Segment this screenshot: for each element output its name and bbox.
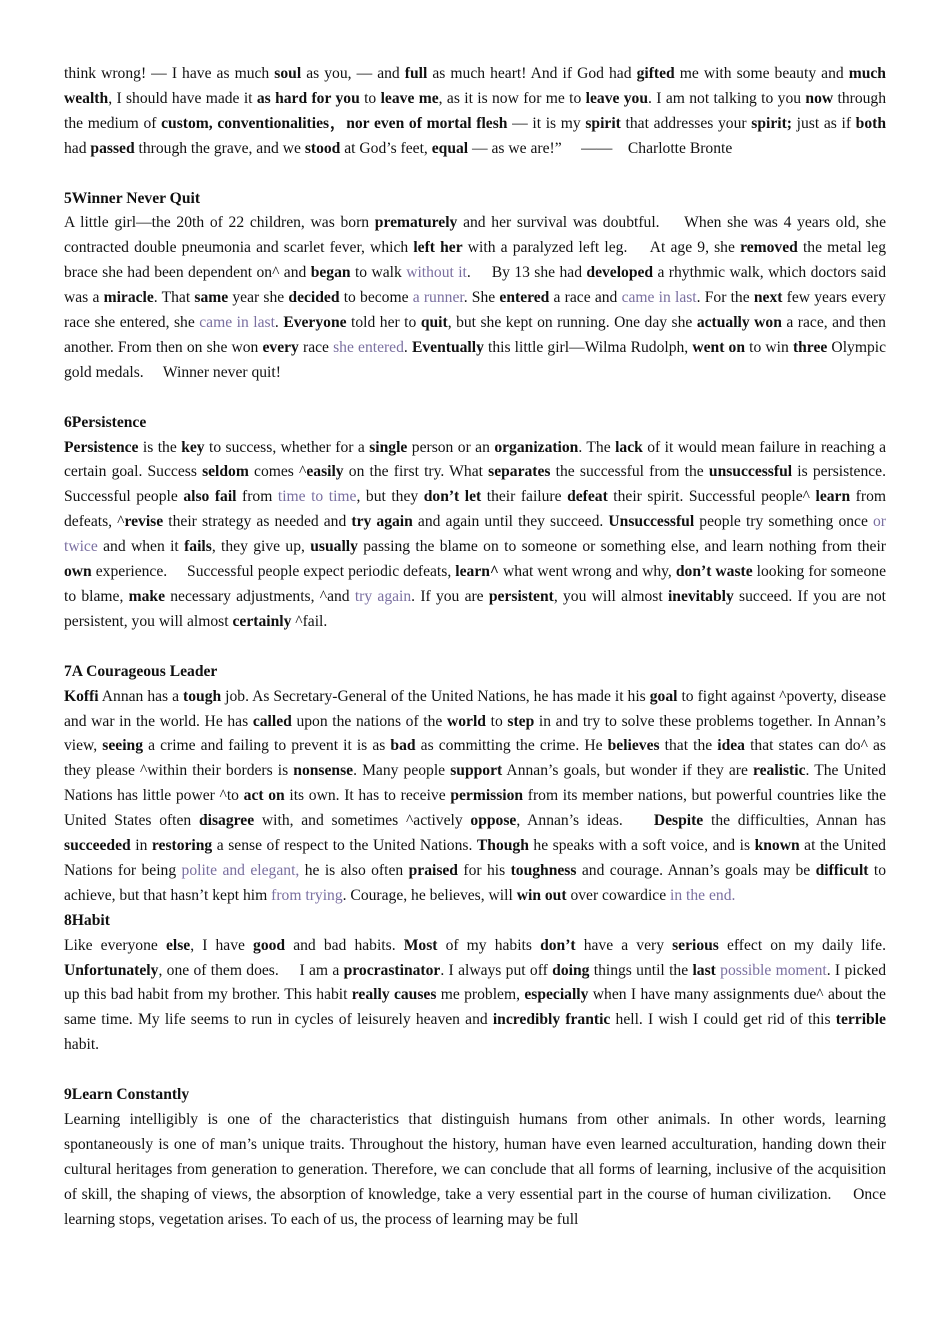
text-run: a rhythmic walk, which doctors said was a bbox=[64, 264, 886, 307]
bold-term: as hard for you bbox=[256, 89, 360, 107]
bold-term: Though bbox=[476, 837, 529, 855]
bold-term: three bbox=[792, 338, 828, 356]
text-run: had bbox=[64, 139, 91, 157]
text-run: race bbox=[298, 338, 334, 356]
text-run: as you, — and bbox=[301, 65, 405, 82]
bold-term: step bbox=[507, 712, 535, 730]
bold-term: learn bbox=[815, 488, 851, 506]
text-run: that states can do^ as they please ^within their borders is bbox=[64, 737, 886, 780]
text-run: over cowardice bbox=[566, 886, 671, 904]
document-page bbox=[64, 62, 886, 1233]
bold-term: restoring bbox=[151, 837, 213, 855]
text-run: that addresses your bbox=[620, 114, 752, 132]
text-run: . I picked up this bad habit from my brother. This habit bbox=[64, 961, 887, 1004]
section-gap bbox=[64, 635, 886, 660]
text-run: a crime and failing to prevent it is as bbox=[143, 737, 391, 755]
bold-term: much wealth bbox=[64, 65, 886, 107]
text-run: , you will almost bbox=[553, 588, 668, 605]
bold-term: both bbox=[855, 114, 887, 132]
text-run: in and try to solve these problems together. In Annan’s view, bbox=[64, 712, 887, 755]
bold-term: praised bbox=[408, 861, 458, 879]
bold-term: separates bbox=[488, 463, 551, 481]
bold-term: prematurely bbox=[374, 214, 458, 232]
text-run: . The United Nations has little power ^to bbox=[64, 762, 886, 805]
text-run: — it is my bbox=[507, 114, 586, 132]
bold-term: learn^ bbox=[455, 563, 499, 581]
text-run: , as it is now for me to bbox=[438, 89, 586, 107]
text-run: , one of them does. I am a bbox=[158, 961, 344, 979]
text-run: . If you are bbox=[411, 588, 489, 605]
text-run: at the United Nations for being bbox=[64, 837, 886, 879]
text-run: and her survival was doubtful. When she was 4 years old, she contracted double pneumonia and scarlet fever, which bbox=[64, 214, 886, 257]
bold-term: toughness bbox=[510, 861, 577, 879]
text-run: for his bbox=[457, 861, 511, 879]
bold-term: stood bbox=[304, 139, 341, 157]
text-run: me with some beauty and bbox=[674, 65, 849, 82]
text-run: through the medium of bbox=[64, 89, 887, 132]
text-run: to win bbox=[745, 338, 793, 356]
text-run: Annan’s goals, but wonder if they are bbox=[502, 762, 753, 780]
bold-term: serious bbox=[672, 936, 719, 954]
bold-term: Most bbox=[403, 936, 438, 954]
bold-term: Everyone bbox=[283, 314, 347, 332]
section-heading: 8Habit bbox=[64, 911, 110, 929]
bold-term: seeing bbox=[102, 737, 143, 755]
text-run: . Many people bbox=[353, 762, 451, 780]
text-run: passing the blame on to someone or something else, and learn nothing from their bbox=[357, 538, 886, 556]
section-paragraph bbox=[64, 685, 886, 909]
bold-term: Despite bbox=[653, 812, 704, 830]
bold-term: last bbox=[692, 961, 716, 979]
text-run: , but they bbox=[356, 488, 424, 506]
text-run: , I should have made it bbox=[108, 89, 257, 107]
bold-term: don’t let bbox=[423, 488, 482, 506]
text-run: with a paralyzed left leg. At age 9, she bbox=[462, 239, 741, 257]
highlighted-phrase: polite and elegant, bbox=[181, 861, 300, 879]
text-run: job. As Secretary-General of the United Nations, he has made it his bbox=[221, 687, 650, 705]
bold-term: known bbox=[754, 837, 800, 855]
section-paragraph bbox=[64, 934, 886, 1059]
bold-term: goal bbox=[649, 687, 678, 705]
bold-term: Persistence bbox=[64, 438, 139, 456]
text-run: on the first try. What bbox=[343, 463, 489, 481]
bold-term: developed bbox=[586, 264, 654, 282]
bold-term: leave me bbox=[380, 89, 439, 107]
text-run: as much heart! And if God had bbox=[427, 65, 637, 82]
bold-term: permission bbox=[450, 787, 524, 805]
text-run: their strategy as needed and bbox=[163, 513, 352, 531]
bold-term: leave you bbox=[585, 89, 649, 107]
section-heading: 6Persistence bbox=[64, 413, 147, 431]
text-run: few years every race she entered, she bbox=[64, 289, 886, 332]
bold-term: don’t waste bbox=[675, 563, 753, 581]
bold-term: fails bbox=[184, 538, 212, 556]
text-run: and courage. Annan’s goals may be bbox=[576, 861, 816, 879]
bold-term: disagree bbox=[198, 812, 255, 830]
text-run: looking for someone to blame, bbox=[64, 563, 886, 605]
bold-term: persistent bbox=[488, 588, 554, 605]
text-run: . bbox=[403, 338, 412, 356]
text-run: . bbox=[274, 314, 284, 332]
text-run: to achieve, but that hasn’t kept him bbox=[64, 861, 886, 904]
text-run: the metal leg brace she had been dependent on^ and bbox=[64, 239, 886, 282]
text-run: a race, and then another. From then on she won bbox=[64, 314, 886, 356]
text-run: Like everyone bbox=[64, 936, 166, 954]
bold-term: quit bbox=[420, 314, 448, 332]
bold-term: act on bbox=[243, 787, 285, 805]
text-run: to success, whether for a bbox=[204, 438, 370, 456]
text-run: when I have many assignments due^ about the same time. My life seems to run in cycles of leisurely heaven and bbox=[64, 986, 886, 1029]
bold-term: next bbox=[753, 289, 783, 307]
text-run: that the bbox=[659, 737, 718, 755]
bold-term: tough bbox=[183, 687, 222, 705]
bold-term: own bbox=[64, 563, 92, 581]
bold-term: don’t bbox=[540, 936, 576, 954]
bold-term: inevitably bbox=[667, 588, 734, 605]
section-gap bbox=[64, 1058, 886, 1083]
bold-term: actually won bbox=[696, 314, 782, 332]
bold-term: called bbox=[252, 712, 292, 730]
text-run: experience. Successful people expect periodic defeats, bbox=[91, 563, 456, 581]
text-run: its own. It has to receive bbox=[284, 787, 451, 805]
text-run: . Courage, he believes, will bbox=[342, 886, 517, 904]
bold-term: believes bbox=[607, 737, 660, 755]
text-run: , but she kept on running. One day she bbox=[447, 314, 697, 332]
bold-term: soul bbox=[274, 65, 302, 82]
bold-term: bad bbox=[390, 737, 416, 755]
section-paragraph bbox=[64, 211, 886, 385]
text-run: — as we are!” —— Charlotte Bronte bbox=[468, 139, 733, 157]
text-run: . The bbox=[578, 438, 616, 456]
bold-term: also fail bbox=[183, 488, 237, 506]
text-run: hell. I wish I could get rid of this bbox=[610, 1011, 836, 1029]
bold-term: try again bbox=[351, 513, 413, 531]
bold-term: left her bbox=[413, 239, 463, 257]
highlighted-phrase: time to time bbox=[277, 488, 357, 506]
text-run: told her to bbox=[346, 314, 421, 332]
bold-term: seldom bbox=[202, 463, 249, 481]
bold-term: Eventually bbox=[411, 338, 484, 356]
bold-term: procrastinator bbox=[343, 961, 441, 979]
text-run: what went wrong and why, bbox=[498, 563, 676, 581]
text-run: as committing the crime. He bbox=[415, 737, 608, 755]
bold-term: especially bbox=[524, 986, 589, 1004]
text-run: , they give up, bbox=[211, 538, 311, 556]
bold-term: difficult bbox=[815, 861, 869, 879]
bold-term: organization bbox=[494, 438, 579, 456]
text-run: in bbox=[130, 837, 152, 855]
bold-term: make bbox=[128, 588, 166, 605]
bold-term: spirit; bbox=[751, 114, 792, 132]
section-gap bbox=[64, 386, 886, 411]
text-run: from bbox=[236, 488, 278, 506]
text-run: the successful from the bbox=[550, 463, 709, 481]
text-run: people try something once bbox=[694, 513, 873, 531]
text-run: . By 13 she had bbox=[466, 264, 587, 282]
text-run: , Annan’s ideas. bbox=[516, 812, 654, 830]
highlighted-phrase: without it bbox=[406, 264, 467, 282]
bold-term: doing bbox=[552, 961, 590, 979]
bold-term: full bbox=[404, 65, 428, 82]
bold-term: certainly bbox=[232, 612, 292, 630]
highlighted-phrase: possible moment bbox=[720, 961, 827, 979]
bold-term: else bbox=[165, 936, 191, 954]
bold-term: now bbox=[805, 89, 834, 107]
text-run: A little girl—the 20th of 22 children, was born bbox=[64, 214, 375, 232]
section-paragraph bbox=[64, 436, 886, 635]
highlighted-phrase: or twice bbox=[64, 513, 886, 556]
highlighted-phrase: try again bbox=[354, 588, 412, 605]
bold-term: entered bbox=[499, 289, 550, 307]
text-run: Annan has a bbox=[98, 687, 184, 705]
text-run: . For the bbox=[696, 289, 754, 307]
bold-term: defeat bbox=[567, 488, 608, 506]
bold-term: world bbox=[447, 712, 486, 730]
text-run: he is also often bbox=[299, 861, 409, 879]
text-run: he speaks with a soft voice, and is bbox=[528, 837, 755, 855]
text-run: just as if bbox=[791, 114, 856, 132]
text-run: this little girl—Wilma Rudolph, bbox=[483, 338, 693, 356]
highlighted-phrase: a runner bbox=[412, 289, 464, 307]
bold-term: miracle bbox=[103, 289, 154, 307]
text-run: their spirit. Successful people^ bbox=[607, 488, 816, 506]
section-heading: 9Learn Constantly bbox=[64, 1086, 190, 1104]
text-run: through the grave, and we bbox=[134, 139, 305, 157]
text-run: their failure bbox=[481, 488, 568, 506]
text-run: person or an bbox=[407, 438, 495, 456]
text-run: think wrong! — I have as much bbox=[64, 65, 275, 82]
bold-term: support bbox=[450, 762, 503, 780]
text-run: to fight against ^poverty, disease and war in the world. He has bbox=[64, 687, 887, 730]
bold-term: custom, conventionalities，nor even of mortal flesh bbox=[161, 114, 508, 132]
text-run: me problem, bbox=[436, 986, 525, 1004]
bold-term: went on bbox=[692, 338, 745, 356]
text-run: , I have bbox=[190, 936, 254, 954]
text-run: with, and sometimes ^actively bbox=[254, 812, 471, 830]
text-run: of it would mean failure in reaching a certain goal. Success bbox=[64, 438, 886, 481]
text-run: and when it bbox=[97, 538, 185, 556]
text-run: to walk bbox=[350, 264, 407, 282]
bold-term: usually bbox=[310, 538, 358, 556]
text-run: Olympic gold medals. Winner never quit! bbox=[64, 338, 887, 381]
text-run: a sense of respect to the United Nations. bbox=[212, 837, 477, 855]
text-run: ^fail. bbox=[291, 612, 328, 630]
text-run: habit. bbox=[64, 1036, 100, 1054]
bold-term: easily bbox=[306, 463, 344, 481]
text-run: effect on my daily life. bbox=[718, 936, 886, 954]
highlighted-phrase: in the end. bbox=[670, 886, 736, 904]
section-heading: 7A Courageous Leader bbox=[64, 662, 218, 680]
bold-term: Unsuccessful bbox=[608, 513, 695, 531]
text-run: and again until they succeed. bbox=[412, 513, 609, 531]
bold-term: terrible bbox=[835, 1011, 886, 1029]
bold-term: gifted bbox=[636, 65, 675, 82]
bold-term: lack bbox=[615, 438, 643, 456]
bold-term: spirit bbox=[585, 114, 621, 132]
bold-term: win out bbox=[516, 886, 567, 904]
bold-term: incredibly frantic bbox=[492, 1011, 611, 1029]
highlighted-phrase: she entered bbox=[333, 338, 404, 356]
text-run: is the bbox=[138, 438, 182, 456]
bold-term: succeeded bbox=[64, 837, 131, 855]
bold-term: really causes bbox=[351, 986, 437, 1004]
highlighted-phrase: came in last bbox=[621, 289, 697, 307]
bold-term: revise bbox=[124, 513, 164, 531]
text-run: of my habits bbox=[437, 936, 541, 954]
highlighted-phrase: from trying bbox=[271, 886, 343, 904]
text-run: is persistence. Successful people bbox=[64, 463, 887, 506]
text-run: to become bbox=[339, 289, 413, 307]
highlighted-phrase: came in last bbox=[199, 314, 275, 332]
text-run: Learning intelligibly is one of the characteristics that distinguish humans from other animals. In other words, learning spontaneously is one of man’s unique traits. Throughout the history, human have even learned acculturation, handing down their cultural heritages from generation to generation. Therefore, we can conclude that all forms of learning, inclusive of the acquisition of skill, the shaping of views, the absorption of knowledge, take a very essential part in the course of human civilization. Once learning stops, vegetation arises. To each of us, the process of learning may be full bbox=[64, 1111, 886, 1228]
text-run: at God’s feet, bbox=[340, 139, 432, 157]
bold-term: realistic bbox=[752, 762, 806, 780]
text-run: have a very bbox=[575, 936, 673, 954]
text-run: . I am not talking to you bbox=[648, 89, 806, 107]
text-run: . She bbox=[463, 289, 500, 307]
text-run: necessary adjustments, ^and bbox=[165, 588, 355, 605]
text-run: a race and bbox=[549, 289, 622, 307]
section-heading: 5Winner Never Quit bbox=[64, 189, 201, 207]
text-run: from its member nations, but powerful countries like the United States often bbox=[64, 787, 886, 830]
text-run: to bbox=[485, 712, 508, 730]
bold-term: began bbox=[310, 264, 351, 282]
bold-term: Unfortunately bbox=[64, 961, 159, 979]
text-run: . I always put off bbox=[440, 961, 553, 979]
text-run: . That bbox=[153, 289, 195, 307]
bold-term: nonsense bbox=[293, 762, 354, 780]
section-paragraph bbox=[64, 1108, 886, 1233]
bold-term: good bbox=[253, 936, 286, 954]
bold-term: equal bbox=[431, 139, 469, 157]
bold-term: unsuccessful bbox=[708, 463, 793, 481]
bold-term: removed bbox=[740, 239, 798, 257]
text-run: comes ^ bbox=[248, 463, 307, 481]
bold-term: decided bbox=[288, 289, 340, 307]
bold-term: oppose bbox=[470, 812, 517, 830]
text-run: to bbox=[359, 89, 381, 107]
section-gap bbox=[64, 162, 886, 187]
text-run: and bad habits. bbox=[285, 936, 404, 954]
bold-term: same bbox=[194, 289, 229, 307]
text-run: things until the bbox=[589, 961, 693, 979]
text-run: from defeats, ^ bbox=[64, 488, 886, 531]
text-run: upon the nations of the bbox=[291, 712, 447, 730]
bold-term: key bbox=[181, 438, 205, 456]
section-paragraph bbox=[64, 62, 886, 162]
bold-term: single bbox=[369, 438, 408, 456]
text-run: year she bbox=[228, 289, 289, 307]
bold-term: Koffi bbox=[64, 687, 99, 705]
bold-term: idea bbox=[717, 737, 745, 755]
text-run: the difficulties, Annan has bbox=[703, 812, 886, 830]
bold-term: passed bbox=[90, 139, 135, 157]
text-run: succeed. If you are not persistent, you will almost bbox=[64, 588, 886, 630]
bold-term: every bbox=[262, 338, 299, 356]
